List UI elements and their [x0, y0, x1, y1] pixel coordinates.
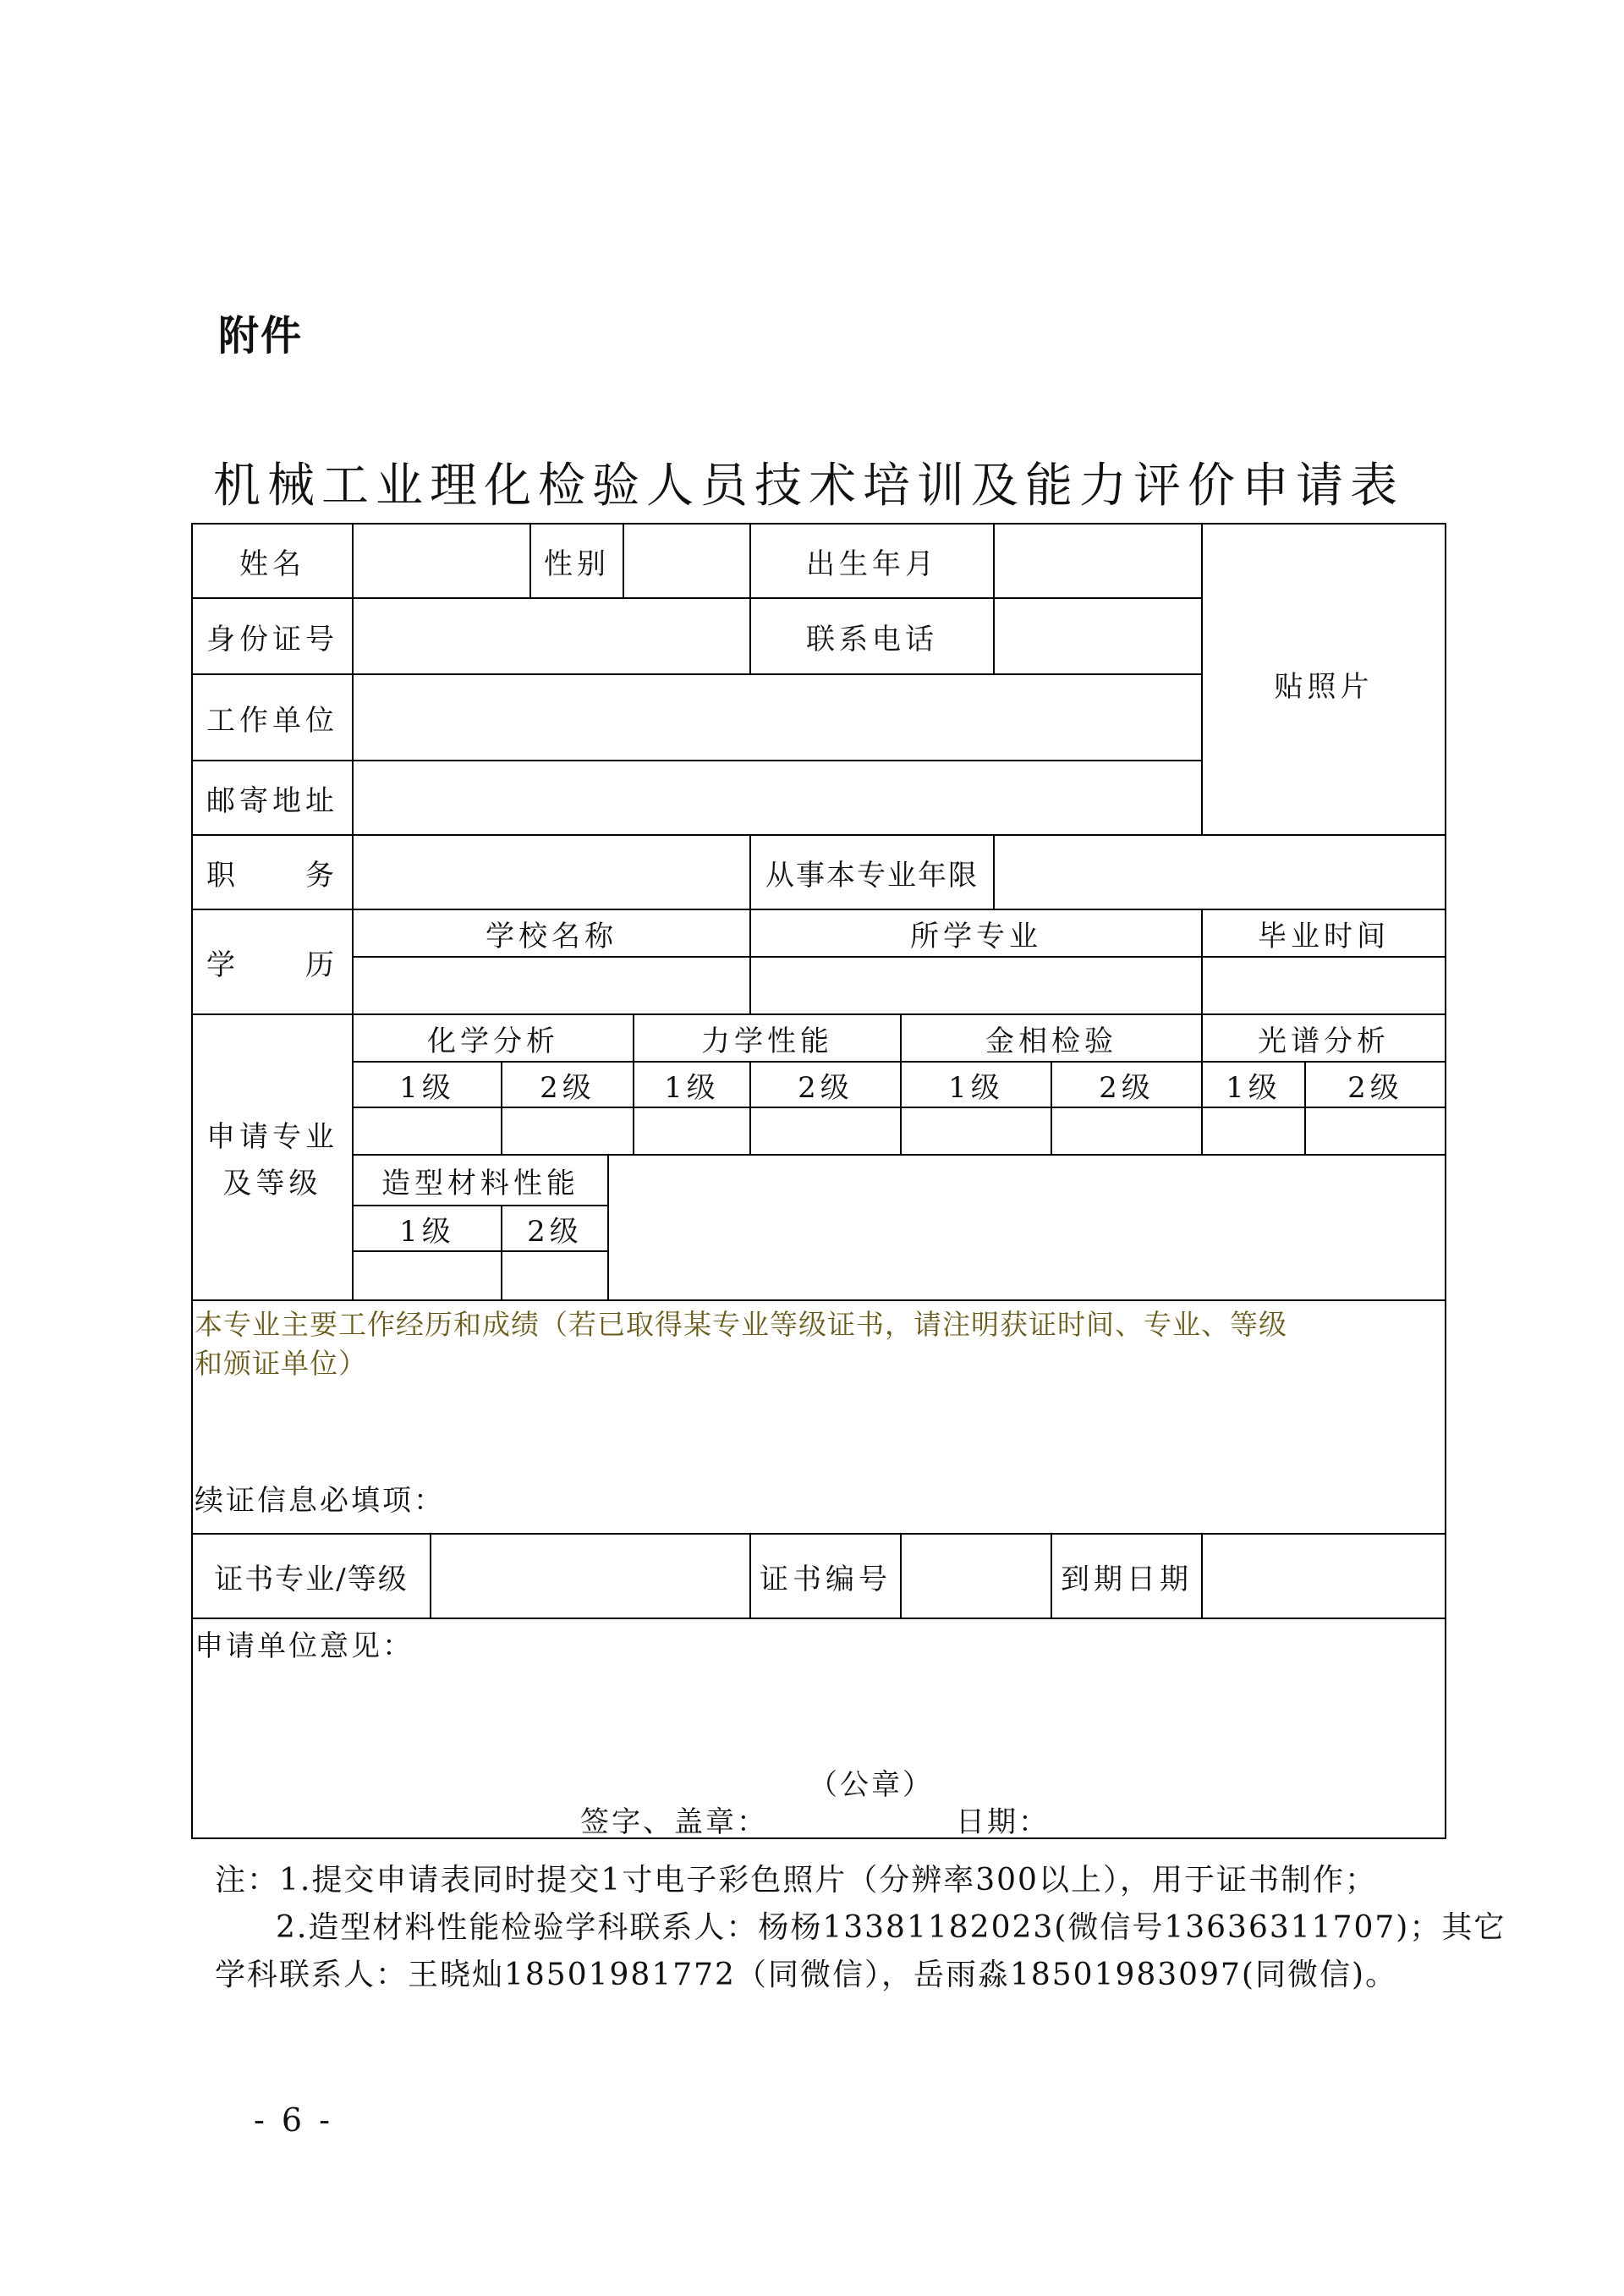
level-1-chemical: 1级: [399, 1070, 455, 1105]
note-3: 学科联系人：王晓灿18501981772（同微信），岳雨淼18501983097(同微信)。: [215, 1958, 1397, 1992]
years-field[interactable]: [995, 836, 1445, 909]
cert-major-level-label: 证书专业/等级: [214, 1562, 409, 1596]
apply-major-label: [193, 1015, 352, 1299]
experience-field[interactable]: [195, 1379, 1443, 1464]
official-seal-label: （公章）: [809, 1768, 934, 1802]
note-1: 注：1.提交申请表同时提交1寸电子彩色照片（分辨率300以上），用于证书制作；: [215, 1863, 1377, 1898]
address-label: 邮寄地址: [206, 783, 338, 818]
position-label: 职 务: [206, 858, 338, 893]
level-1-metallography-check[interactable]: [902, 1108, 1051, 1154]
education-label: 学 历: [206, 948, 338, 982]
employer-field[interactable]: [354, 675, 1201, 760]
form-title: 机械工业理化检验人员技术培训及能力评价申请表: [213, 459, 1404, 514]
cert-number-label: 证书编号: [760, 1562, 892, 1596]
level-1-casting-check[interactable]: [354, 1252, 501, 1299]
years-label: 从事本专业年限: [765, 858, 979, 893]
phone-label: 联系电话: [806, 622, 938, 656]
position-field[interactable]: [354, 836, 749, 909]
address-field[interactable]: [354, 761, 1201, 834]
level-1-chemical-check[interactable]: [354, 1108, 501, 1154]
level-2-metallography: 2级: [1099, 1070, 1155, 1105]
cert-major-level-field[interactable]: [431, 1535, 749, 1618]
birth-field[interactable]: [995, 525, 1201, 597]
level-2-spectral-check[interactable]: [1306, 1108, 1445, 1154]
level-2-chemical-check[interactable]: [502, 1108, 633, 1154]
apply-major-label-line1: 申请专业: [206, 1120, 338, 1154]
apply-major-label-line2: 及等级: [222, 1167, 322, 1200]
major-field[interactable]: [751, 958, 1201, 1013]
employer-label: 工作单位: [206, 703, 338, 738]
level-1-spectral: 1级: [1226, 1070, 1281, 1105]
experience-instruction-line1: 本专业主要工作经历和成绩（若已取得某专业等级证书，请注明获证时间、专业、等级: [195, 1308, 1287, 1341]
note-2: 2.造型材料性能检验学科联系人：杨杨13381182023(微信号13636311707)；其它: [276, 1910, 1506, 1945]
subject-metallography: 金相检验: [985, 1024, 1117, 1058]
application-form-table: [191, 523, 1446, 1839]
gender-label: 性别: [544, 547, 610, 581]
date-label: 日期：: [956, 1805, 1050, 1839]
unit-opinion-field[interactable]: [195, 1665, 1443, 1758]
birth-label: 出生年月: [806, 547, 938, 581]
grad-time-field[interactable]: [1203, 958, 1445, 1013]
page-number: - 6 -: [254, 2101, 334, 2139]
level-2-mechanical: 2级: [798, 1070, 853, 1105]
signature-label: 签字、盖章：: [580, 1805, 768, 1839]
phone-field[interactable]: [995, 599, 1201, 673]
level-2-metallography-check[interactable]: [1052, 1108, 1201, 1154]
level-2-casting-check[interactable]: [502, 1252, 607, 1299]
id-number-field[interactable]: [354, 599, 749, 673]
id-number-label: 身份证号: [206, 622, 338, 656]
expiry-date-label: 到期日期: [1061, 1562, 1193, 1596]
unit-opinion-label: 申请单位意见：: [195, 1629, 414, 1663]
level-1-mechanical-check[interactable]: [634, 1108, 749, 1154]
name-field[interactable]: [354, 525, 529, 597]
name-label: 姓名: [239, 547, 305, 581]
level-1-spectral-check[interactable]: [1203, 1108, 1304, 1154]
subject-mechanical-properties: 力学性能: [701, 1024, 833, 1058]
attachment-label: 附件: [218, 312, 304, 360]
subject-spectral-analysis: 光谱分析: [1258, 1024, 1390, 1058]
level-1-metallography: 1级: [948, 1070, 1004, 1105]
experience-instruction-line2: 和颁证单位）: [195, 1347, 367, 1380]
major-header: 所学专业: [910, 919, 1042, 953]
cert-number-field[interactable]: [902, 1535, 1051, 1618]
level-1-casting: 1级: [399, 1214, 455, 1249]
expiry-date-field[interactable]: [1203, 1535, 1445, 1618]
gender-field[interactable]: [624, 525, 749, 597]
level-2-chemical: 2级: [540, 1070, 595, 1105]
subject-casting-materials: 造型材料性能: [381, 1166, 579, 1200]
grad-time-header: 毕业时间: [1258, 919, 1390, 953]
photo-placeholder[interactable]: 贴照片: [1274, 670, 1374, 704]
level-1-mechanical: 1级: [664, 1070, 720, 1105]
level-2-spectral: 2级: [1347, 1070, 1403, 1105]
renewal-info-label: 续证信息必填项：: [195, 1484, 445, 1518]
level-2-casting: 2级: [527, 1214, 583, 1249]
school-header: 学校名称: [486, 919, 617, 953]
subject-chemical-analysis: 化学分析: [427, 1024, 559, 1058]
school-field[interactable]: [354, 958, 749, 1013]
level-2-mechanical-check[interactable]: [751, 1108, 900, 1154]
